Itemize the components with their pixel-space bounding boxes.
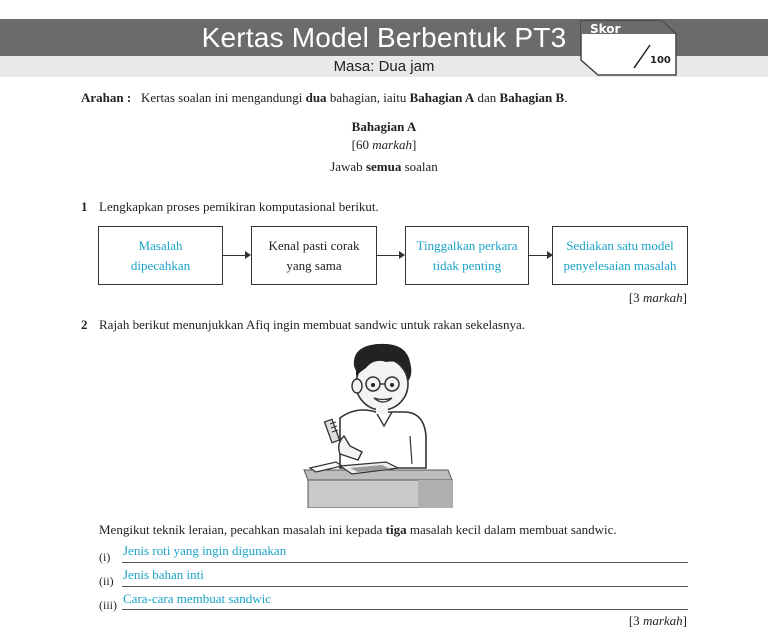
instruction-text: soalan [401, 159, 438, 174]
section-instruction [0, 159, 768, 175]
marks-italic: markah [642, 613, 683, 628]
flow-box-line: yang sama [286, 257, 342, 273]
flow-box-2 [251, 226, 377, 285]
flow-arrow-1 [223, 255, 250, 256]
score-label: Skor [590, 22, 621, 36]
flow-box-1-text [131, 236, 190, 276]
question-1-number: 1 [81, 199, 88, 214]
flow-box-3-text [417, 236, 518, 276]
score-max: 100 [650, 55, 671, 66]
marks-text: [3 [628, 613, 643, 628]
marks-italic: markah [642, 290, 683, 305]
answer-line-1 [122, 562, 688, 563]
flow-box-4 [552, 226, 688, 285]
instructions-bold: dua [305, 90, 327, 105]
marks-italic: markah [372, 137, 412, 152]
answer-text-1: Jenis roti yang ingin digunakan [123, 543, 287, 558]
instructions-text: . [564, 90, 568, 105]
section-title: Bahagian A [351, 119, 417, 134]
instruction-bold: semua [365, 159, 402, 174]
instruction-text: Jawab [330, 159, 366, 174]
instructions-label: Arahan : [81, 90, 132, 105]
flow-arrow-2 [377, 255, 404, 256]
question-2-text: Rajah berikut menunjukkan Afiq ingin membuat sandwic untuk rakan sekelasnya. [99, 317, 526, 332]
flow-box-line: Tinggalkan perkara [416, 237, 518, 253]
instructions-text: Kertas soalan ini mengandungi [140, 90, 306, 105]
flow-box-4-text [564, 236, 677, 276]
marks-text: [3 [628, 290, 643, 305]
flow-box-1 [98, 226, 223, 285]
prompt-text: Mengikut teknik leraian, pecahkan masalah ini kepada [99, 522, 386, 537]
answer-label-3: (iii) [99, 598, 117, 612]
instructions-text: dan [474, 90, 500, 105]
section-marks [0, 137, 768, 153]
flow-arrow-3 [529, 255, 552, 256]
answer-label-2: (ii) [99, 574, 114, 588]
flow-box-line: Kenal pasti corak [268, 237, 360, 253]
answer-text-2: Jenis bahan inti [123, 567, 204, 582]
page-title: Kertas Model Berbentuk PT3 [201, 22, 567, 53]
marks-text: ] [682, 290, 687, 305]
marks-text: ] [411, 137, 417, 152]
instructions-bold: Bahagian A [409, 90, 475, 105]
question-2-prompt [99, 522, 617, 538]
instructions-bold: Bahagian B [499, 90, 565, 105]
answer-text-3: Cara-cara membuat sandwic [123, 591, 271, 606]
flow-box-line: tidak penting [432, 257, 502, 273]
answer-line-3 [122, 609, 688, 610]
flow-box-line: penyelesaian masalah [563, 257, 677, 273]
question-1-text: Lengkapkan proses pemikiran komputasional berikut. [99, 199, 379, 214]
flow-box-line: Sediakan satu model [566, 237, 674, 253]
question-1-marks [629, 290, 687, 306]
flow-box-3 [405, 226, 529, 285]
boy-making-sandwich-illustration [300, 340, 456, 508]
flow-box-line: Masalah [138, 237, 183, 253]
flow-box-2-text [269, 236, 360, 276]
question-2-marks [629, 613, 687, 629]
exam-duration: Masa: Dua jam [333, 58, 435, 75]
prompt-bold: tiga [385, 522, 407, 537]
marks-text: ] [682, 613, 687, 628]
instructions-text: bahagian, iaitu [326, 90, 410, 105]
answer-line-2 [122, 586, 688, 587]
instructions [81, 90, 567, 106]
flow-box-line: dipecahkan [130, 257, 191, 273]
marks-text: [60 [351, 137, 373, 152]
answer-label-1: (i) [99, 550, 111, 564]
question-2-number: 2 [81, 317, 88, 332]
prompt-text: masalah kecil dalam membuat sandwic. [406, 522, 617, 537]
